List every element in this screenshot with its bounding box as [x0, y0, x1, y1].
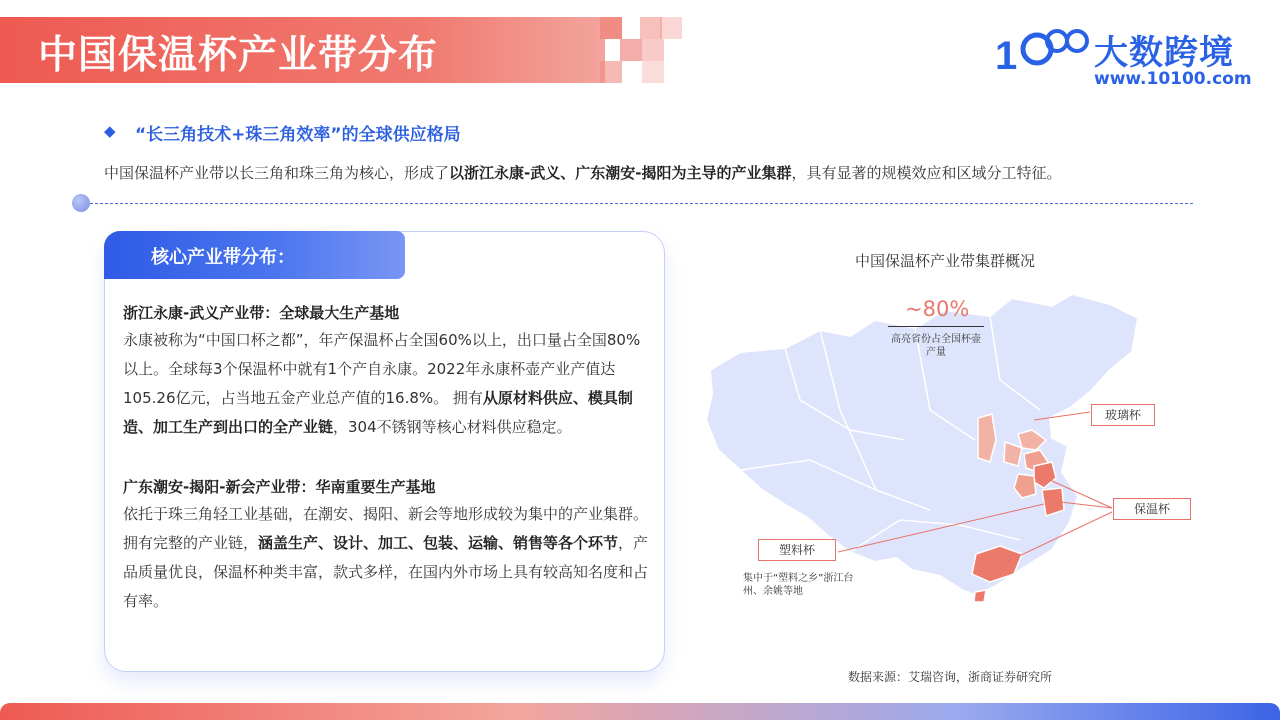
svg-text:1: 1: [995, 34, 1018, 78]
card-tab-label: 核心产业带分布：: [151, 247, 295, 268]
highlight-province: [974, 590, 986, 602]
logo-mark-icon: [995, 25, 1090, 85]
decorative-pixel: [642, 39, 664, 61]
block1-bold: 从原材料供应、模具制造、加工生产到出口的全产业链: [123, 389, 633, 436]
intro-bold: 以浙江永康-武义、广东潮安-揭阳为主导的产业集群: [449, 164, 792, 182]
intro-suffix: ，具有显著的规模效应和区域分工特征。: [791, 164, 1062, 182]
section-heading: “长三角技术+珠三角效率”的全球供应格局: [135, 125, 461, 145]
page-title: 中国保温杯产业带分布: [38, 33, 439, 78]
block1-tail: ，304不锈钢等核心材料供应稳定。: [333, 418, 572, 436]
block1-title: 浙江永康-武义产业带：全球最大生产基地: [123, 304, 400, 322]
callout-glass-cup: 玻璃杯: [1091, 404, 1155, 426]
decorative-pixel: [640, 17, 662, 39]
divider-dot: [72, 194, 90, 212]
stat-divider: [888, 326, 984, 327]
decorative-pixel: [600, 61, 622, 83]
block2-text: 依托于珠三角轻工业基础，在潮安、揭阳、新会等地形成较为集中的产业集群。拥有完整的产业链，: [123, 505, 649, 552]
decorative-pixel: [620, 39, 642, 61]
block2-tail: ，产品质量优良，保温杯种类丰富，款式多样，在国内外市场上具有较高知名度和占有率。: [123, 534, 649, 610]
callout-thermos-cup: 保温杯: [1113, 498, 1191, 520]
intro-prefix: 中国保温杯产业带以长三角和珠三角为核心，形成了: [104, 164, 450, 182]
decorative-pixel: [660, 17, 682, 39]
decorative-pixel: [642, 61, 664, 83]
logo-name: 大数跨境: [1094, 33, 1234, 73]
divider-line: [90, 203, 1193, 204]
data-source: 数据来源：艾瑞咨询，浙商证券研究所: [848, 670, 1053, 684]
block1-paragraph: [123, 326, 653, 442]
stat-value: ~80%: [905, 297, 970, 321]
logo-url: www.10100.com: [1094, 69, 1252, 89]
bottom-bar: [0, 703, 1280, 720]
intro-text: [104, 162, 1062, 183]
map-note: 集中于“塑料之乡”浙江台州、余姚等地: [743, 573, 854, 597]
map-title: 中国保温杯产业带集群概况: [855, 252, 1036, 270]
block2-bold: 涵盖生产、设计、加工、包装、运输、销售等各个环节: [258, 534, 619, 552]
stat-caption: 高亮省份占全国杯壶产量: [891, 334, 981, 358]
callout-plastic-cup: 塑料杯: [758, 539, 836, 561]
decorative-pixel: [600, 17, 622, 39]
block2-paragraph: [123, 500, 653, 616]
block1-text: 永康被称为“中国口杯之都”，年产保温杯占全国60%以上，出口量占全国80%以上。全球每3个保温杯中就有1个产自永康。2022年永康杯壶产业产值达105.26亿元，占当地五金产业总产值的16.8%。 拥有: [123, 331, 641, 407]
diamond-icon: ◆: [104, 122, 116, 140]
block2-title: 广东潮安-揭阳-新会产业带：华南重要生产基地: [123, 478, 436, 496]
